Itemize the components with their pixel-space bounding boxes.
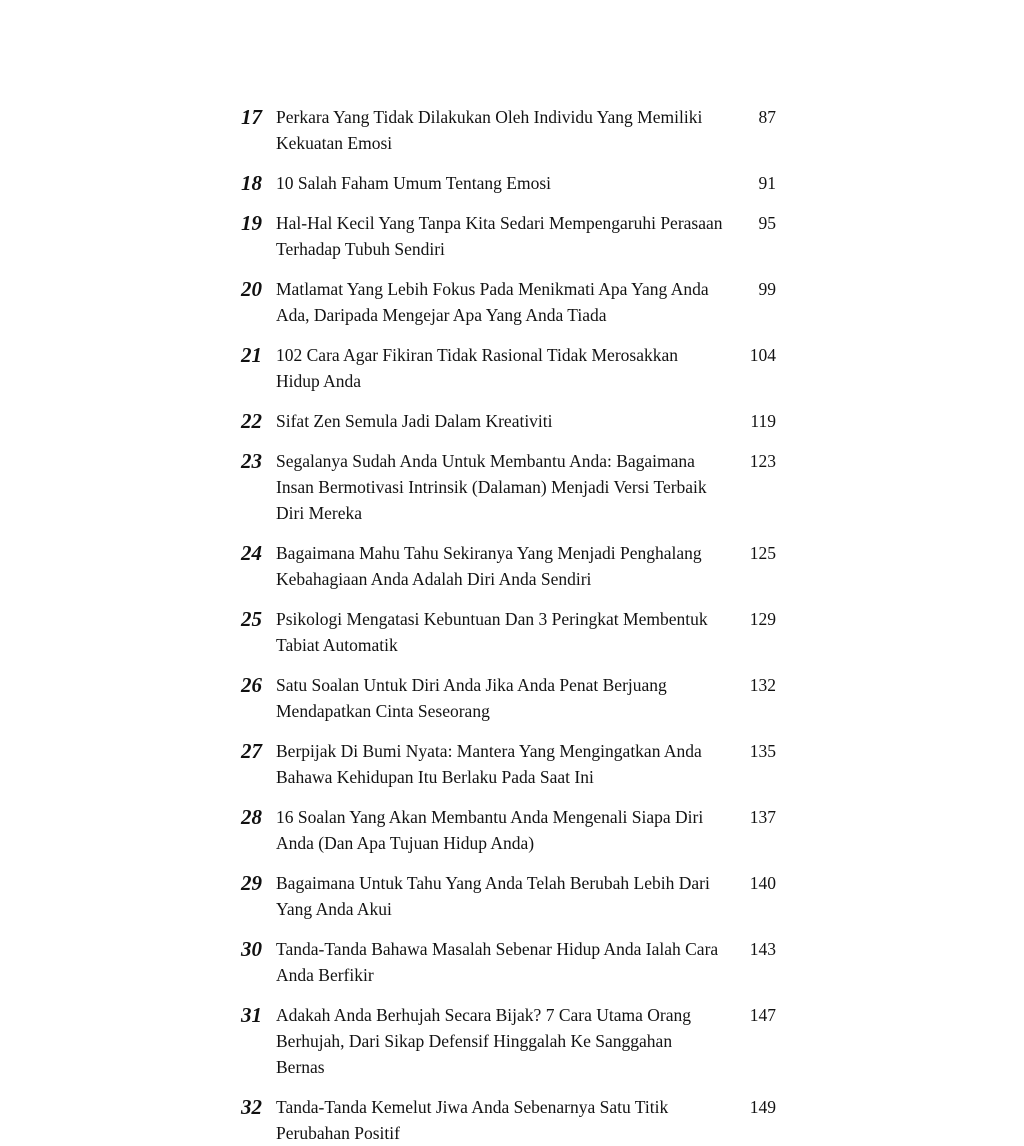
toc-entry[interactable] xyxy=(222,448,776,526)
toc-entry-title: Sifat Zen Semula Jadi Dalam Kreativiti xyxy=(276,411,553,431)
toc-entry-page-number: 87 xyxy=(758,107,776,127)
toc-entry-title: Tanda-Tanda Bahawa Masalah Sebenar Hidup Anda Ialah Cara Anda Berfikir xyxy=(276,939,719,985)
toc-entry-title: Hal-Hal Kecil Yang Tanpa Kita Sedari Mempengaruhi Perasaan Terhadap Tubuh Sendiri xyxy=(276,213,723,259)
toc-entry[interactable] xyxy=(222,672,776,724)
toc-entry-number: 25 xyxy=(241,607,262,631)
toc-entry-title: Segalanya Sudah Anda Untuk Membantu Anda: Bagaimana Insan Bermotivasi Intrinsik (Dalaman) Menjadi Versi Terbaik Diri Mereka xyxy=(276,451,707,523)
toc-entry-number: 32 xyxy=(241,1095,262,1119)
toc-entry-page-number: 99 xyxy=(758,279,776,299)
toc-entry-number: 20 xyxy=(241,277,262,301)
toc-entry[interactable] xyxy=(222,870,776,922)
toc-entry-title: Berpijak Di Bumi Nyata: Mantera Yang Mengingatkan Anda Bahawa Kehidupan Itu Berlaku Pada Saat Ini xyxy=(276,741,702,787)
toc-entry-number: 27 xyxy=(241,739,262,763)
toc-entry-title: Satu Soalan Untuk Diri Anda Jika Anda Penat Berjuang Mendapatkan Cinta Seseorang xyxy=(276,675,667,721)
toc-entry-page-number: 91 xyxy=(758,173,776,193)
toc-entry[interactable] xyxy=(222,276,776,328)
toc-entry-page-number: 132 xyxy=(749,675,776,695)
toc-entry-number: 30 xyxy=(241,937,262,961)
toc-entry[interactable] xyxy=(222,936,776,988)
toc-entry-number: 19 xyxy=(241,211,262,235)
toc-entry-page-number: 135 xyxy=(749,741,776,761)
toc-entry[interactable] xyxy=(222,1002,776,1080)
toc-entry-page-number: 143 xyxy=(749,939,776,959)
toc-entry-number: 22 xyxy=(241,409,262,433)
toc-entry-title: 10 Salah Faham Umum Tentang Emosi xyxy=(276,173,552,193)
toc-entry-number: 23 xyxy=(241,449,262,473)
toc-entry[interactable] xyxy=(222,606,776,658)
toc-entry-number: 17 xyxy=(241,105,262,129)
toc-entry-title: Bagaimana Untuk Tahu Yang Anda Telah Berubah Lebih Dari Yang Anda Akui xyxy=(276,873,710,919)
toc-entry-page-number: 140 xyxy=(749,873,776,893)
toc-entry-page-number: 147 xyxy=(749,1005,776,1025)
toc-entry-page-number: 104 xyxy=(749,345,776,365)
toc-entry-number: 26 xyxy=(241,673,262,697)
toc-entry-number: 18 xyxy=(241,171,262,195)
toc-entry-page-number: 125 xyxy=(749,543,776,563)
toc-entry-number: 29 xyxy=(241,871,262,895)
toc-entry-number: 24 xyxy=(241,541,262,565)
toc-entry-title: Perkara Yang Tidak Dilakukan Oleh Individu Yang Memiliki Kekuatan Emosi xyxy=(276,107,703,153)
table-of-contents xyxy=(222,104,776,1146)
toc-entry[interactable] xyxy=(222,408,776,434)
toc-entry-page-number: 129 xyxy=(749,609,776,629)
toc-entry-title: Tanda-Tanda Kemelut Jiwa Anda Sebenarnya Satu Titik Perubahan Positif xyxy=(276,1097,669,1143)
toc-entry-page-number: 95 xyxy=(758,213,776,233)
toc-entry-number: 28 xyxy=(241,805,262,829)
toc-entry-title: Adakah Anda Berhujah Secara Bijak? 7 Cara Utama Orang Berhujah, Dari Sikap Defensif Hinggalah Ke Sanggahan Bernas xyxy=(276,1005,691,1077)
toc-entry-title: 102 Cara Agar Fikiran Tidak Rasional Tidak Merosakkan Hidup Anda xyxy=(276,345,678,391)
toc-entry-title: 16 Soalan Yang Akan Membantu Anda Mengenali Siapa Diri Anda (Dan Apa Tujuan Hidup Anda) xyxy=(276,807,704,853)
toc-entry-number: 21 xyxy=(241,343,262,367)
toc-entry[interactable] xyxy=(222,104,776,156)
toc-entry[interactable] xyxy=(222,540,776,592)
toc-entry[interactable] xyxy=(222,1094,776,1146)
toc-entry-page-number: 119 xyxy=(750,411,776,431)
toc-entry-number: 31 xyxy=(241,1003,262,1027)
toc-entry-page-number: 123 xyxy=(749,451,776,471)
toc-entry-title: Psikologi Mengatasi Kebuntuan Dan 3 Peringkat Membentuk Tabiat Automatik xyxy=(276,609,708,655)
toc-entry-title: Matlamat Yang Lebih Fokus Pada Menikmati Apa Yang Anda Ada, Daripada Mengejar Apa Yang Anda Tiada xyxy=(276,279,709,325)
toc-entry[interactable] xyxy=(222,804,776,856)
toc-entry-page-number: 149 xyxy=(749,1097,776,1117)
toc-entry[interactable] xyxy=(222,210,776,262)
toc-entry[interactable] xyxy=(222,738,776,790)
toc-entry-page-number: 137 xyxy=(749,807,776,827)
toc-entry[interactable] xyxy=(222,170,776,196)
toc-entry[interactable] xyxy=(222,342,776,394)
toc-entry-title: Bagaimana Mahu Tahu Sekiranya Yang Menjadi Penghalang Kebahagiaan Anda Adalah Diri Anda Sendiri xyxy=(276,543,702,589)
